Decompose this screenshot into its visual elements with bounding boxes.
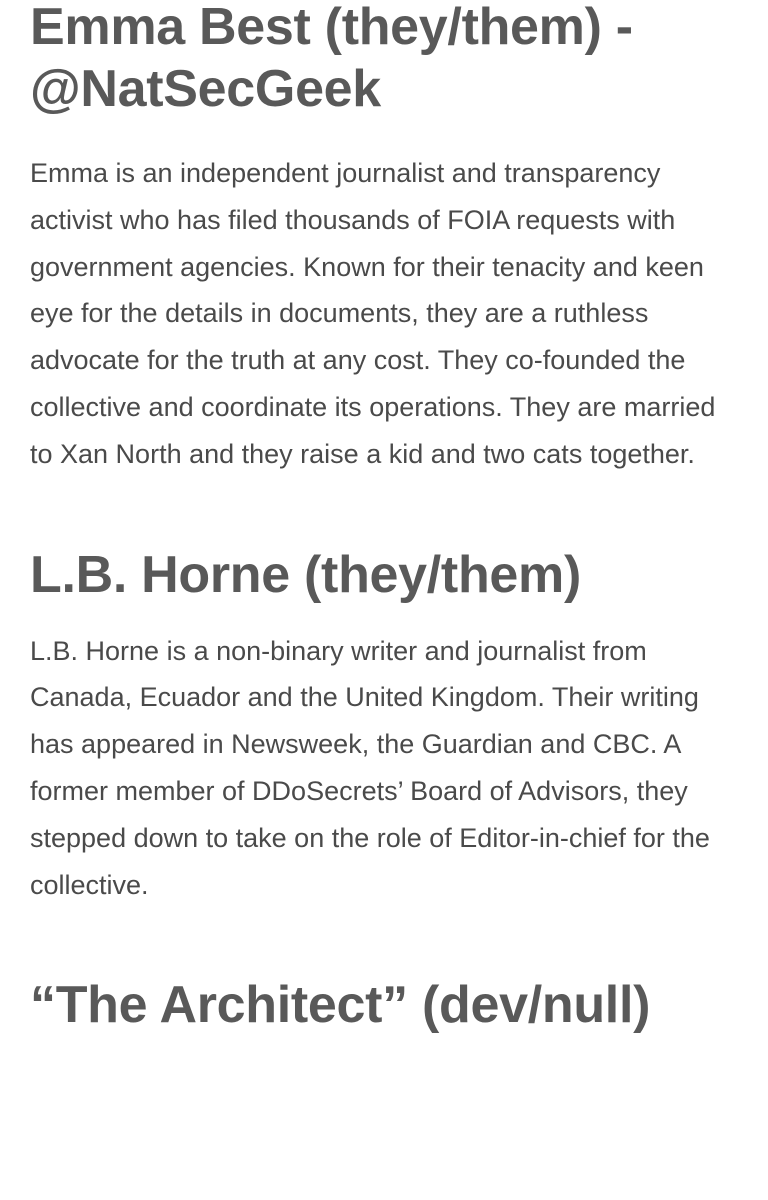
bio-name-lb-horne: L.B. Horne (they/them)	[30, 545, 581, 604]
team-bios	[30, 0, 745, 1036]
bio-name-the-architect: “The Architect” (dev/null)	[30, 976, 651, 1035]
bio-text-emma-best: Emma is an independent journalist and transparency activist who has filed thousands of FOIA requests with government agencies. Known for their tenacity and keen eye for the details in documents, they are a ruthless advocate for the truth at any cost. They co-founded the collective and coordinate its operations. They are married to Xan North and they raise a kid and two cats together.	[30, 158, 716, 469]
bio-text-lb-horne: L.B. Horne is a non-binary writer and journalist from Canada, Ecuador and the United Kingdom. Their writing has appeared in Newsweek, the Guardian and CBC. A former member of DDoSecrets’ Board of Advisors, they stepped down to take on the role of Editor-in-chief for the collective.	[30, 635, 710, 900]
bio-name-emma-best: Emma Best (they/them) - @NatSecGeek	[30, 0, 633, 118]
